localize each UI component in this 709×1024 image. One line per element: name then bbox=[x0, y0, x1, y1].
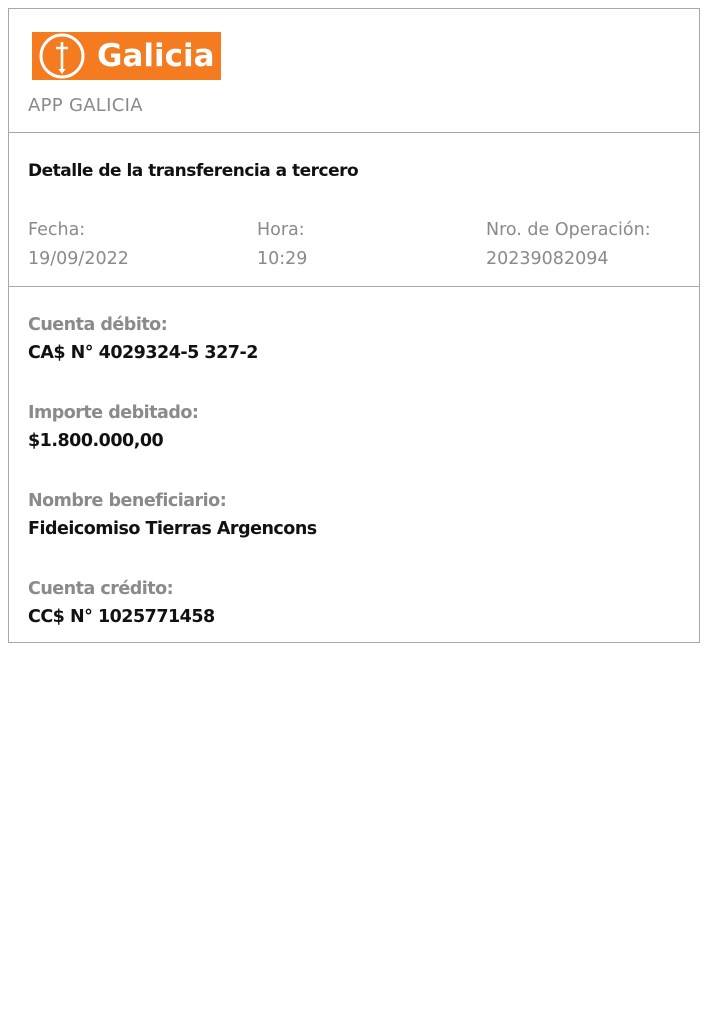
date-value: 19/09/2022 bbox=[28, 249, 129, 269]
receipt-header bbox=[9, 9, 699, 133]
logo-wordmark: Galicia bbox=[97, 38, 215, 74]
galicia-emblem-icon bbox=[32, 32, 92, 80]
operation-block bbox=[486, 219, 651, 270]
amount-field bbox=[28, 402, 198, 452]
credit-account-field bbox=[28, 578, 215, 628]
time-label: Hora: bbox=[257, 220, 305, 240]
galicia-logo bbox=[32, 32, 221, 80]
beneficiary-label: Nombre beneficiario: bbox=[28, 491, 227, 511]
receipt-title: Detalle de la transferencia a tercero bbox=[28, 161, 359, 181]
credit-account-label: Cuenta crédito: bbox=[28, 579, 174, 599]
date-block bbox=[28, 219, 129, 270]
beneficiary-value: Fideicomiso Tierras Argencons bbox=[28, 519, 317, 539]
operation-value: 20239082094 bbox=[486, 249, 609, 269]
transfer-meta bbox=[9, 132, 699, 287]
transfer-receipt bbox=[8, 8, 700, 643]
debit-account-value: CA$ N° 4029324-5 327-2 bbox=[28, 343, 258, 363]
beneficiary-field bbox=[28, 490, 317, 540]
app-name: APP GALICIA bbox=[28, 95, 143, 116]
time-block bbox=[257, 219, 307, 270]
amount-value: $1.800.000,00 bbox=[28, 431, 164, 451]
amount-label: Importe debitado: bbox=[28, 403, 199, 423]
operation-label: Nro. de Operación: bbox=[486, 220, 651, 240]
debit-account-label: Cuenta débito: bbox=[28, 315, 168, 335]
date-label: Fecha: bbox=[28, 220, 86, 240]
credit-account-value: CC$ N° 1025771458 bbox=[28, 607, 215, 627]
time-value: 10:29 bbox=[257, 249, 308, 269]
debit-account-field bbox=[28, 314, 258, 364]
